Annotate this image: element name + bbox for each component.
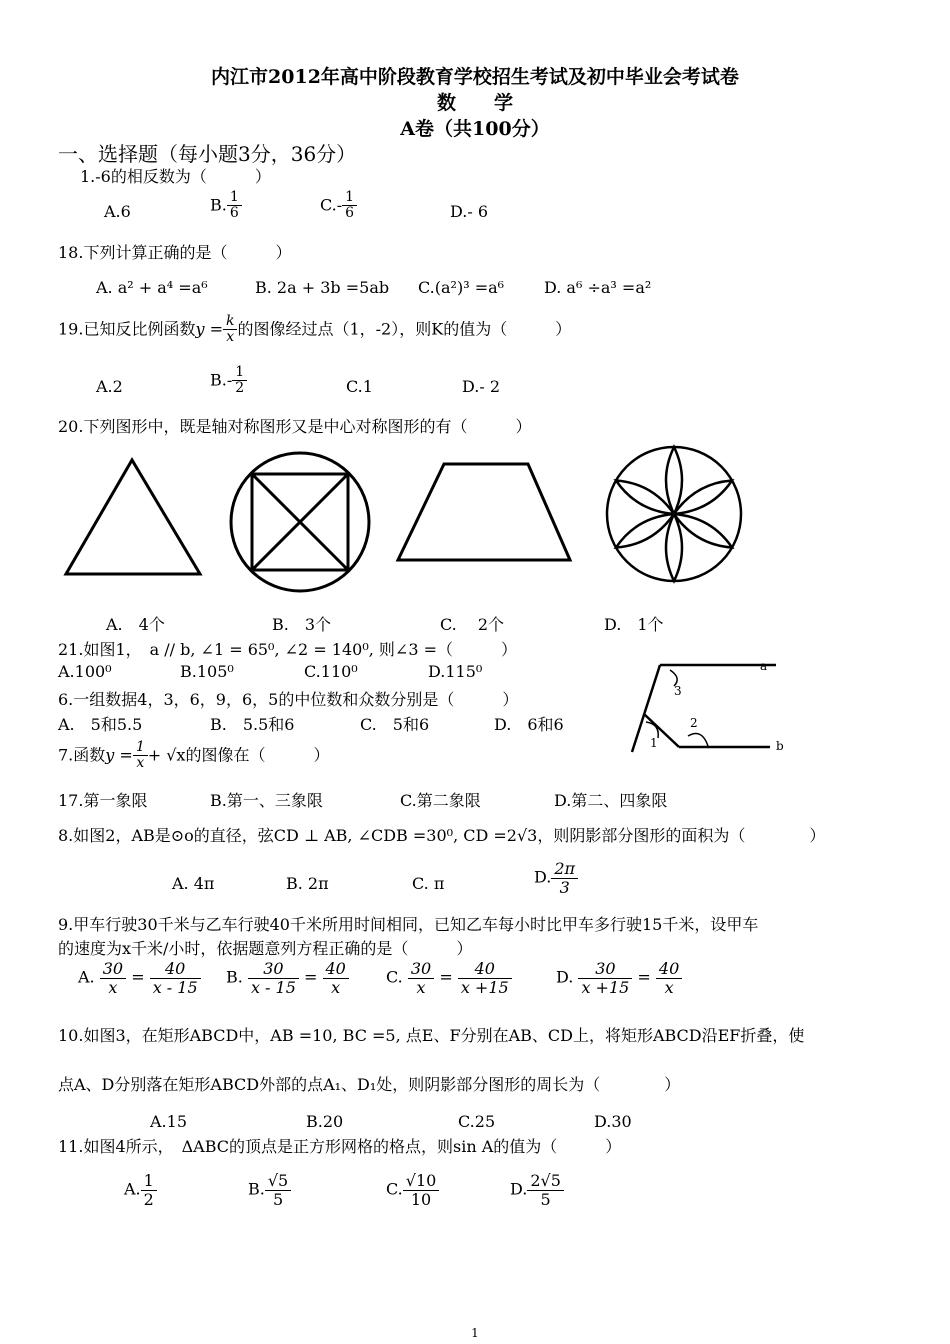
- figure-1-label-2: 2: [690, 716, 698, 730]
- q8-option-c: C. π: [412, 874, 445, 893]
- exam-title: 内江市2012年高中阶段教育学校招生考试及初中毕业会考试卷: [211, 66, 739, 88]
- q9-option-d-lhs: $\frac{30}{x +15}$: [578, 960, 632, 996]
- q19-option-d: D.- 2: [462, 377, 501, 396]
- q17-option-d: D.第二、四象限: [554, 791, 668, 810]
- q21-option-d: D.115⁰: [428, 662, 483, 681]
- q19-option-b-label: B.-: [210, 370, 233, 390]
- q11-option-c: [386, 1172, 439, 1208]
- q21-option-b: B.105⁰: [180, 662, 234, 681]
- q19-stem-post: 的图像经过点（1，-2），则K的值为（ ）: [237, 319, 572, 339]
- q11-option-a: [124, 1172, 157, 1208]
- q7-stem: [58, 740, 329, 772]
- q19-stem-pre: 19.已知反比例函数: [58, 319, 196, 339]
- q1-option-b-label: B.: [210, 195, 227, 215]
- q11-option-c-label: C.: [386, 1179, 403, 1199]
- part-title: A卷（共100分）: [400, 118, 550, 140]
- q8-option-d: [534, 860, 578, 896]
- q9-option-a: [78, 960, 201, 996]
- page-number: 1: [471, 1326, 479, 1340]
- q1-option-b-fraction: $\frac{1}{6}$: [227, 190, 242, 222]
- q19-stem: [58, 314, 571, 346]
- q11-option-b: [248, 1172, 291, 1208]
- q9-line1: 9.甲车行驶30千米与乙车行驶40千米所用时间相同，已知乙车每小时比甲车多行驶15千米，设甲车: [58, 915, 759, 934]
- section-heading: 一、选择题（每小题3分，36分）: [58, 142, 357, 166]
- figure-triangle: [64, 458, 204, 578]
- q10-line2: 点A、D分别落在矩形ABCD外部的点A₁、D₁处，则阴影部分图形的周长为（ ）: [58, 1075, 681, 1094]
- figure-circle-square: [228, 450, 373, 595]
- q1-option-d: D.- 6: [450, 202, 489, 221]
- q9-option-a-label: A.: [78, 967, 95, 987]
- q7-y: y =: [105, 745, 133, 765]
- q9-option-a-rhs: $\frac{40}{x - 15}$: [150, 960, 201, 996]
- q8-option-d-fraction: $\frac{2\pi}{3}$: [551, 860, 578, 896]
- q6-option-d: D. 6和6: [494, 715, 564, 734]
- q9-option-b-label: B.: [226, 967, 243, 987]
- q10-option-c: C.25: [458, 1112, 496, 1131]
- q8-stem: 8.如图2，AB是⊙o的直径，弦CD ⊥ AB, ∠CDB =30⁰, CD =2√3，则阴影部分图形的面积为（ ）: [58, 826, 826, 845]
- q9-option-d-label: D.: [556, 967, 574, 987]
- q9-option-b-rhs: $\frac{40}{x}$: [323, 960, 349, 996]
- q11-option-d: [510, 1172, 564, 1208]
- q1-stem: 1.-6的相反数为（ ）: [80, 167, 271, 186]
- q8-option-d-label: D.: [534, 867, 552, 887]
- q20-option-c: C. 2个: [440, 615, 505, 634]
- q20-option-d: D. 1个: [604, 615, 664, 634]
- figure-1-label-a: a: [760, 659, 768, 673]
- q8-option-a: A. 4π: [172, 874, 215, 893]
- q9-option-b-eq: =: [304, 967, 318, 987]
- q1-option-c: [320, 190, 357, 222]
- q19-option-c: C.1: [346, 377, 373, 396]
- q1-option-c-fraction: $\frac{1}{6}$: [342, 190, 357, 222]
- q6-option-c: C. 5和6: [360, 715, 430, 734]
- q18-stem: 18.下列计算正确的是（ ）: [58, 243, 292, 262]
- q11-option-d-fraction: $\frac{2√5}{5}$: [527, 1172, 564, 1208]
- q1-option-b: [210, 190, 242, 222]
- q20-stem: 20.下列图形中，既是轴对称图形又是中心对称图形的有（ ）: [58, 417, 532, 436]
- q11-stem: 11.如图4所示， ΔABC的顶点是正方形网格的格点，则sin A的值为（ ）: [58, 1137, 622, 1156]
- q9-line2: 的速度为x千米/小时，依据题意列方程正确的是（ ）: [58, 939, 473, 958]
- figure-1-label-1: 1: [650, 736, 658, 750]
- q19-option-a: A.2: [96, 377, 123, 396]
- q18-option-b: B. 2a + 3b =5ab: [255, 278, 390, 297]
- q11-option-b-fraction: $\frac{√5}{5}$: [265, 1172, 291, 1208]
- q9-option-b: [226, 960, 349, 996]
- figure-flower-circle: [604, 444, 744, 584]
- q19-option-b: [210, 365, 247, 397]
- q11-option-a-label: A.: [124, 1179, 141, 1199]
- q21-option-c: C.110⁰: [304, 662, 358, 681]
- q7-stem-post: 的图像在（ ）: [185, 745, 330, 765]
- q10-option-b: B.20: [306, 1112, 344, 1131]
- q6-stem: 6.一组数据4，3，6，9，6，5的中位数和众数分别是（ ）: [58, 690, 519, 709]
- q17-option-c: C.第二象限: [400, 791, 481, 810]
- q9-option-a-lhs: $\frac{30}{x}$: [100, 960, 126, 996]
- q6-option-a: A. 5和5.5: [58, 715, 143, 734]
- q10-line1: 10.如图3，在矩形ABCD中，AB =10, BC =5, 点E、F分别在AB、CD上，将矩形ABCD沿EF折叠，使: [58, 1026, 805, 1045]
- q9-option-c-eq: =: [439, 967, 453, 987]
- q1-option-c-label: C.-: [320, 195, 343, 215]
- q9-option-d-rhs: $\frac{40}{x}$: [656, 960, 682, 996]
- q11-option-b-label: B.: [248, 1179, 265, 1199]
- q18-option-d: D. a⁶ ÷a³ =a²: [544, 278, 652, 297]
- q10-option-d: D.30: [594, 1112, 632, 1131]
- q7-stem-pre: 7.函数: [58, 745, 106, 765]
- q9-option-c-rhs: $\frac{40}{x +15}$: [458, 960, 512, 996]
- figure-trapezoid: [396, 460, 574, 564]
- q9-option-d: [556, 960, 682, 996]
- q6-option-b: B. 5.5和6: [210, 715, 295, 734]
- q9-option-c-lhs: $\frac{30}{x}$: [408, 960, 434, 996]
- q21-stem: 21.如图1， a // b, ∠1 = 65⁰, ∠2 = 140⁰, 则∠3 =（ ）: [58, 640, 518, 659]
- q11-option-c-fraction: $\frac{√10}{10}$: [403, 1172, 440, 1208]
- subject-title: 数 学: [436, 92, 513, 114]
- q19-fraction: $\frac{k}{x}$: [223, 314, 237, 346]
- q9-option-c: [386, 960, 512, 996]
- q7-fraction: $\frac{1}{x}$: [133, 740, 148, 772]
- q18-option-a: A. a² + a⁴ =a⁶: [96, 278, 208, 297]
- q17-option-a: 17.第一象限: [58, 791, 148, 810]
- q9-option-d-eq: =: [637, 967, 651, 987]
- q18-option-c: C.(a²)³ =a⁶: [418, 278, 505, 297]
- q1-option-a: A.6: [104, 202, 131, 221]
- q7-sqrt-term: + √x: [147, 745, 186, 765]
- q9-option-b-lhs: $\frac{30}{x - 15}$: [248, 960, 299, 996]
- q21-option-a: A.100⁰: [58, 662, 112, 681]
- q11-option-d-label: D.: [510, 1179, 528, 1199]
- q20-option-b: B. 3个: [272, 615, 332, 634]
- q19-y: y =: [195, 319, 223, 339]
- q17-option-b: B.第一、三象限: [210, 791, 323, 810]
- figure-1-label-b: b: [776, 739, 784, 753]
- q8-option-b: B. 2π: [286, 874, 329, 893]
- q9-option-c-label: C.: [386, 967, 403, 987]
- q20-option-a: A. 4个: [106, 615, 165, 634]
- q11-option-a-fraction: $\frac{1}{2}$: [141, 1172, 157, 1208]
- q19-option-b-fraction: $\frac{1}{2}$: [232, 365, 247, 397]
- q10-option-a: A.15: [150, 1112, 187, 1131]
- q9-option-a-eq: =: [131, 967, 145, 987]
- figure-1-label-3: 3: [674, 684, 682, 698]
